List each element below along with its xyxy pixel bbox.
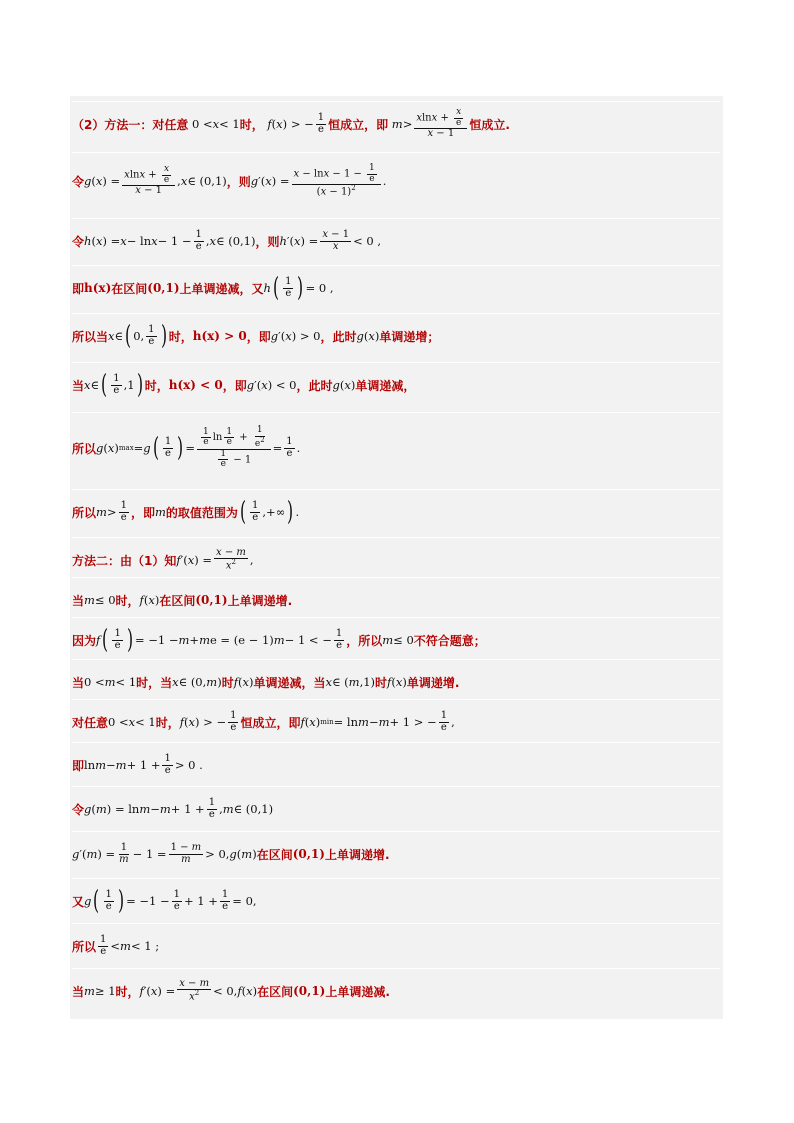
text: 上单调递增. xyxy=(227,593,293,608)
text: 在区间 xyxy=(256,847,293,862)
math: (0,1) xyxy=(293,984,326,998)
line-case-m-ge-1 xyxy=(72,968,720,1013)
math: x ∈ (0, m ) xyxy=(172,675,222,689)
math: m ≥ 1 xyxy=(84,984,116,998)
math: (0,1) xyxy=(147,281,180,295)
line-m-range xyxy=(72,489,720,534)
math: 0 < x < 1 xyxy=(108,715,156,729)
line-g-decreasing xyxy=(72,362,720,407)
line-result xyxy=(72,923,720,968)
math: g ′( m ) = $\frac{1}{m}$ − 1 = $\frac{1 - m}{m}$ > 0, g ( m ) xyxy=(72,842,257,865)
text: 时 xyxy=(375,675,388,690)
text: 在区间 xyxy=(111,281,148,296)
math: ( $\frac{1}{e}$ ,+∞ ) . xyxy=(239,497,300,527)
text: 即 xyxy=(72,281,85,296)
text: 令 xyxy=(72,234,85,249)
math: f ( x ) xyxy=(139,593,160,607)
math: h(x) < 0 xyxy=(168,378,223,392)
text: ，此时 xyxy=(320,329,357,344)
math: f ′( x ) = $\frac{x - m}{x^2}$ < 0, f ( x ) xyxy=(139,977,258,1003)
text: ，此时 xyxy=(296,378,333,393)
math: (0,1) xyxy=(195,593,228,607)
text: 时， xyxy=(115,984,140,999)
line-g-value xyxy=(72,878,720,923)
text: 不符合题意； xyxy=(413,633,486,648)
line-case-m-in-0-1 xyxy=(72,659,720,704)
math: x ∈ ( $\frac{1}{e}$ ,1 ) xyxy=(84,370,143,400)
text: 因为 xyxy=(72,633,97,648)
text: 在区间 xyxy=(159,593,196,608)
math: m > $\frac{1}{e}$ xyxy=(96,500,127,523)
math: f ( x ) xyxy=(387,675,407,689)
line-g-increasing xyxy=(72,313,720,358)
line-define-h xyxy=(72,218,720,263)
text: 令 xyxy=(72,174,85,189)
line-because xyxy=(72,617,720,662)
math: m ≤ 0 xyxy=(382,633,414,647)
text: 所以当 xyxy=(72,329,109,344)
text: 恒成立，即 xyxy=(240,715,301,730)
math: f ( x ) min = ln m − m + 1 > − $\frac{1}{e}$ , xyxy=(300,710,455,733)
math: g ′( x ) > 0 xyxy=(270,329,321,343)
line-method-one xyxy=(72,101,720,146)
line-any-x xyxy=(72,699,720,744)
line-g-max xyxy=(72,412,720,483)
math: 0 < m < 1 xyxy=(84,675,137,689)
line-define-g xyxy=(72,152,720,209)
math: f ( x ) > − $\frac{1}{e}$ xyxy=(267,112,325,135)
text: 单调递增. xyxy=(406,675,460,690)
math: h ( x ) = x − ln x − 1 − $\frac{1}{e}$ , x ∈ (0,1) xyxy=(84,229,256,252)
line-case-m-le-0 xyxy=(72,577,720,622)
math: f ( x ) xyxy=(233,675,254,689)
line-inequality xyxy=(72,742,720,787)
math: h ′( x ) = $\frac{x - 1}{x}$ < 0 , xyxy=(279,229,381,252)
text: 的取值范围为 xyxy=(165,505,238,520)
line-h-decreasing xyxy=(72,265,720,310)
math: 0 < x < 1 xyxy=(188,117,240,131)
text: 时， xyxy=(144,378,169,393)
text: 所以 xyxy=(72,505,97,520)
text: 当 xyxy=(72,675,85,690)
text: 单调递增； xyxy=(379,329,440,344)
line-define-g-m xyxy=(72,786,720,831)
text: 在区间 xyxy=(257,984,294,999)
math: h ( $\frac{1}{e}$ ) = 0 , xyxy=(263,273,334,303)
math: f ′( x ) = $\frac{x - m}{x^2}$ , xyxy=(176,546,254,572)
text: ，即 xyxy=(130,505,155,520)
text: 又 xyxy=(72,894,85,909)
text: 单调递减， xyxy=(355,378,416,393)
text: ，即 xyxy=(246,329,271,344)
text: 时，当 xyxy=(136,675,173,690)
text: ，即 xyxy=(222,378,247,393)
text: 当 xyxy=(72,984,85,999)
text: 恒成立，即 xyxy=(328,117,389,132)
math: x ∈ ( 0, $\frac{1}{e}$ ) xyxy=(108,321,167,351)
math: g ′( x ) = x − lnx − 1 − $\frac{1}{e}$ $(x - 1)^2$ . xyxy=(250,163,387,198)
text: 所以 xyxy=(72,939,97,954)
math: x ∈ ( m ,1) xyxy=(325,675,376,689)
math: f ( x ) > − $\frac{1}{e}$ xyxy=(179,710,237,733)
text: 时 xyxy=(221,675,234,690)
text: 恒成立. xyxy=(469,117,510,132)
math: g ( x ) = xlnx + $\frac{x}{e}$ x − 1 , x ∈ (0,1) xyxy=(84,164,227,197)
math: g ( $\frac{1}{e}$ ) = −1 − $\frac{1}{e}$ + 1 + $\frac{1}{e}$ = 0, xyxy=(84,886,257,916)
text: 令 xyxy=(72,802,85,817)
text: 当 xyxy=(72,593,85,608)
math: g ( m ) = ln m − m + 1 + $\frac{1}{e}$ , m ∈ (0,1) xyxy=(84,797,274,820)
math: h(x) xyxy=(84,281,112,295)
line-method-two xyxy=(72,537,720,582)
text: （2）方法一：对任意 xyxy=(72,117,189,132)
text: 即 xyxy=(72,758,85,773)
math: g ′( x ) < 0 xyxy=(246,378,297,392)
line-g-m-derivative xyxy=(72,831,720,876)
math: f ( $\frac{1}{e}$ ) = −1 − m + m e = (e − 1) m − 1 < − $\frac{1}{e}$ xyxy=(96,625,343,655)
text: 单调递减，当 xyxy=(253,675,326,690)
math: m xyxy=(154,505,166,519)
text: 时， xyxy=(155,715,180,730)
math: g ( x ) max = g ( $\frac{1}{e}$ ) = $\frac{1}{e}$ ln $\frac{1}{e}$ + $\frac{1}{e^2}$ $\frac{1}{e}$ − 1 = $\frac{1}{e}$ . xyxy=(96,425,301,470)
text: 时， xyxy=(115,593,140,608)
math: g ( x ) xyxy=(332,378,356,392)
math: h(x) > 0 xyxy=(192,329,247,343)
math: m ≤ 0 xyxy=(84,593,116,607)
text: ，则 xyxy=(255,234,280,249)
math: m > xlnx + $\frac{x}{e}$ x − 1 xyxy=(388,108,469,139)
text: 上单调递减，又 xyxy=(179,281,264,296)
text: ，则 xyxy=(226,174,251,189)
text: 时， xyxy=(168,329,193,344)
text: 当 xyxy=(72,378,85,393)
text: 方法二：由（1）知 xyxy=(72,553,177,568)
math: $\frac{1}{e}$ < m < 1 ; xyxy=(100,934,160,957)
math: g ( x ) xyxy=(356,329,380,343)
text: 上单调递增. xyxy=(324,847,390,862)
text: ，所以 xyxy=(346,633,383,648)
math: (0,1) xyxy=(292,847,325,861)
text: 所以 xyxy=(72,441,97,456)
math: ln m − m + 1 + $\frac{1}{e}$ > 0 . xyxy=(84,753,203,776)
text: 时， xyxy=(239,117,264,132)
text: 对任意 xyxy=(72,715,109,730)
text: 上单调递减. xyxy=(325,984,390,999)
